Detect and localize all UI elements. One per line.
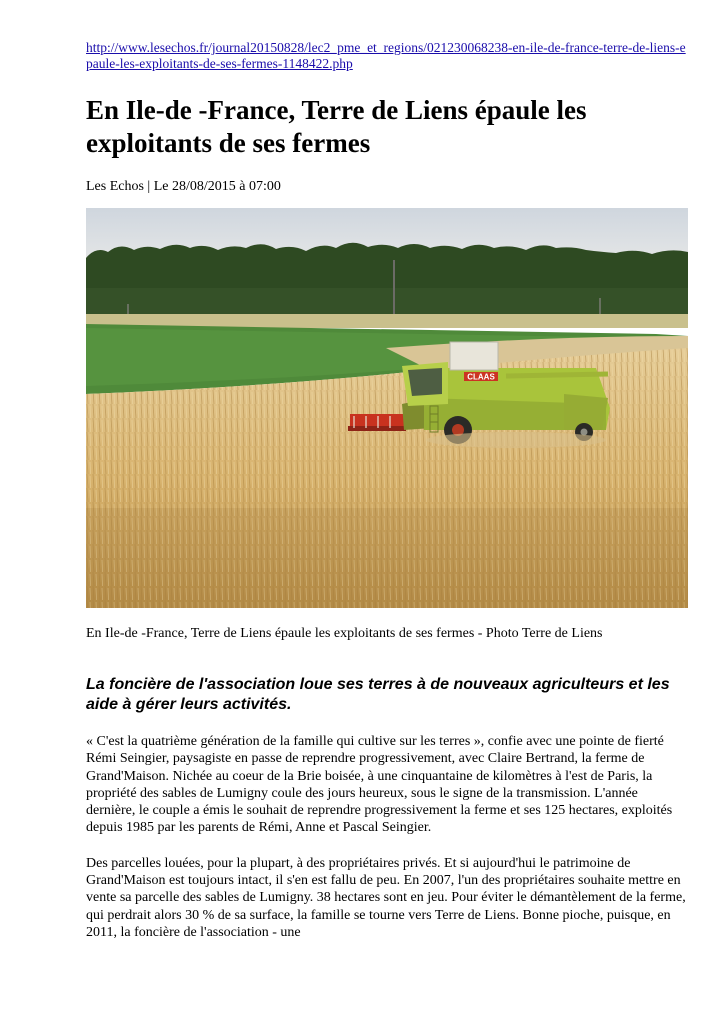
article-photo xyxy=(86,208,688,608)
article-byline: Les Echos | Le 28/08/2015 à 07:00 xyxy=(86,179,281,194)
source-url-link[interactable]: http://www.lesechos.fr/journal20150828/lec2_pme_et_regions/021230068238-en-ile-de-france-terre-de-liens-epaule-les-exploitants-de-ses-fermes-1148422.php xyxy=(86,40,686,71)
photo-caption: En Ile-de -France, Terre de Liens épaule les exploitants de ses fermes - Photo Terre de Liens xyxy=(86,626,603,641)
combine-brand-label: CLAAS xyxy=(467,372,495,382)
document-page xyxy=(86,40,690,955)
article-paragraph-1: « C'est la quatrième génération de la famille qui cultive sur les terres », confie avec une pointe de fierté Rémi Seingier, paysagiste en passe de reprendre progressivement, avec Claire Bertrand, la ferme de Grand'Maison. Nichée au coeur de la Brie boisée, à une cinquantaine de kilomètres à l'est de Paris, la propriété des sables de Lumigny coule des jours heureux, sous le signe de la transmission. L'année dernière, le couple a émis le souhait de reprendre progressivement la ferme et ses 125 hectares, exploités depuis 1985 par les parents de Rémi, Anne et Pascal Seingier. xyxy=(86,734,673,836)
article-paragraph-2: Des parcelles louées, pour la plupart, à des propriétaires privés. Et si aujourd'hui le patrimoine de Grand'Maison est toujours intact, il s'en est fallu de peu. En 2007, l'un des propriétaires souhaite mettre en vente sa parcelle des sables de Lumigny. 38 hectares sont en jeu. Pour éviter le démantèlement de la ferme, qui perdrait alors 30 % de sa surface, la famille se tourne vers Terre de Liens. Bonne pioche, puisque, en 2011, la foncière de l'association - une xyxy=(86,855,686,940)
article-lead: La foncière de l'association loue ses terres à de nouveaux agriculteurs et les aide à gérer leurs activités. xyxy=(86,676,670,713)
article-title: En Ile-de -France, Terre de Liens épaule les exploitants de ses fermes xyxy=(86,95,587,158)
